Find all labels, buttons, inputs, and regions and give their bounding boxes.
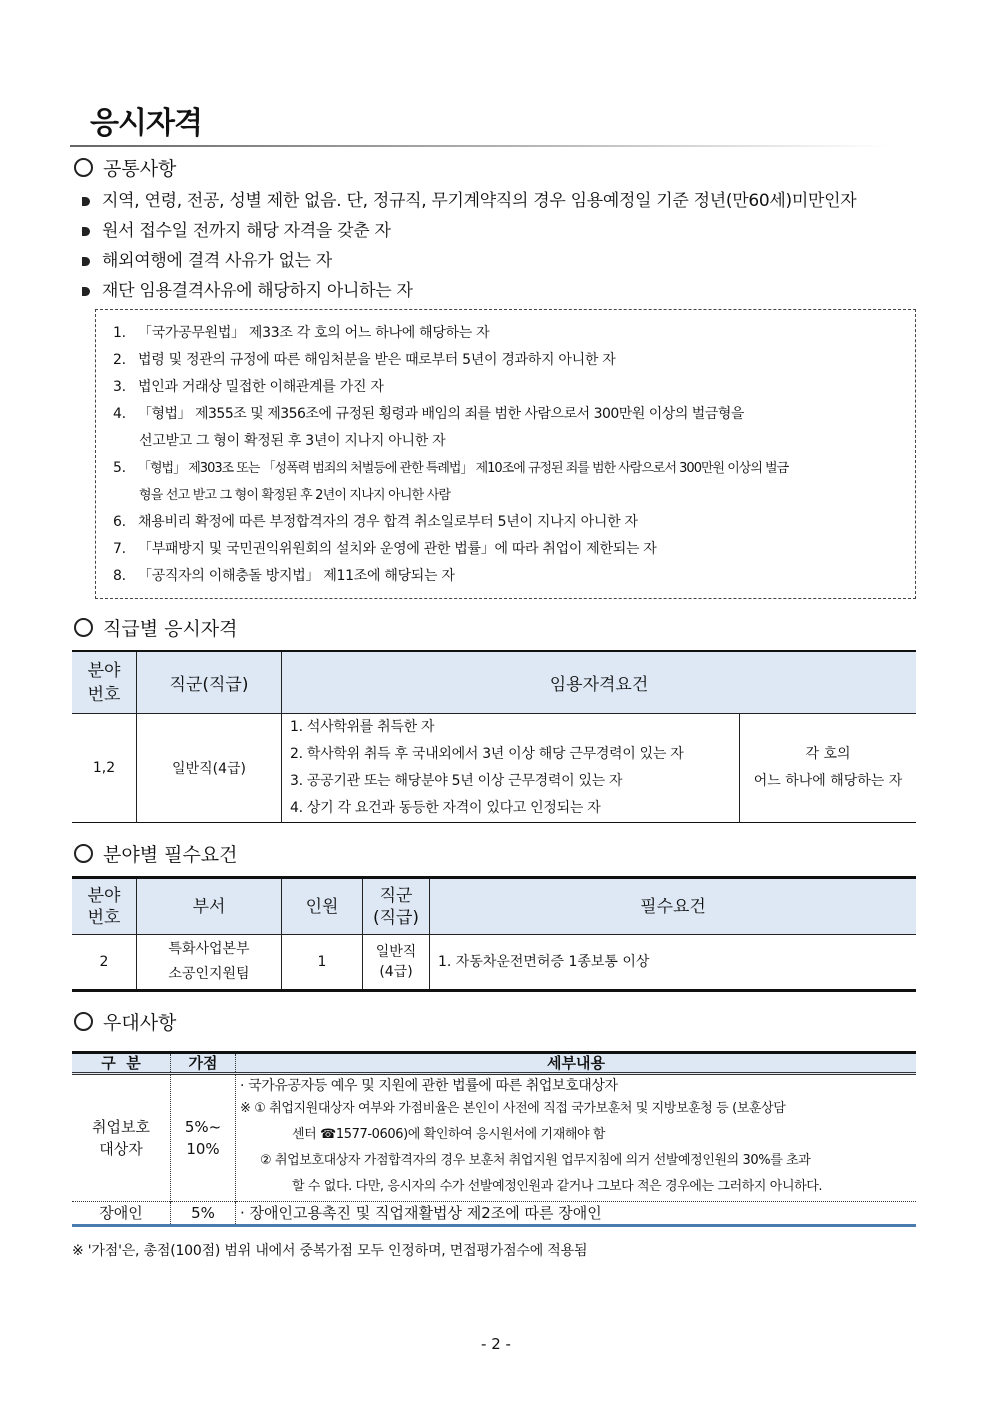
cell-field-no: 2 [99,953,109,970]
disqualification-box [95,309,916,599]
list-item: 6. 채용비리 확정에 따른 부정합격자의 경우 합격 취소일로부터 5년이 지나지 아니한 자 [113,514,638,530]
section-title: 분야별 필수요건 [103,844,238,866]
table-header-row [72,878,916,935]
header-category: 구 분 [72,1053,171,1074]
cell-details: · 국가유공자등 예우 및 지원에 관한 법률에 따른 취업보호대상자 ※ ① 취업지원대상자 여부와 가점비율은 본인이 사전에 직접 국가보훈처 및 지방보훈청 등 (보훈상담 센터 ☎1577-0606)에 확인하여 응시원서에 기재해야 함 ② 취업보호대상자 가점합격자의 경우 보훈처 취업지원 업무지침에 의거 선발예정인원의 30%를 초과 할 수 없다. 다만, 응시자의 수가 선발예정인원과 같거나 그보다 적은 경우에는 그러하지 아니하다. [236,1074,917,1202]
header-req: 필수요건 [430,878,917,935]
table-row [72,935,916,991]
list-item: 4. 「형법」 제355조 및 제356조에 규정된 횡령과 배임의 죄를 범한 사람으로서 300만원 이상의 벌금형을 선고받고 그 형이 확정된 후 3년이 지나지 아니한 자 [113,406,744,449]
circle-bullet-icon [74,844,93,863]
cell-grade: 일반직 (4급) [363,935,430,991]
header-details: 세부내용 [236,1053,917,1074]
section-field-heading [74,840,238,867]
header-requirements: 임용자격요건 [282,651,917,714]
list-item: 재단 임용결격사유에 해당하지 아니하는 자 [82,276,856,306]
header-points: 가점 [171,1053,236,1074]
cell-dept: 특화사업본부 소공인지원팀 [137,935,282,991]
cell-grade: 일반직(4급) [137,714,282,823]
list-item: 지역, 연령, 전공, 성별 제한 없음. 단, 정규직, 무기계약직의 경우 임용예정일 기준 정년(만60세)미만인자 [82,186,856,216]
cell-points: 5% [171,1202,236,1226]
table-row [72,1202,916,1226]
header-field-no: 분야 번호 [72,651,137,714]
common-bullet-list [82,186,856,306]
page-number: - 2 - [481,1335,511,1353]
list-item: 5. 「형법」 제303조 또는 「성폭력 범죄의 처벌등에 관한 특례법」 제10조에 규정된 죄를 범한 사람으로서 300만원 이상의 벌금 형을 선고 받고 그 형이 확정된 후 2년이 지나지 아니한 사람 [113,460,789,503]
cell-note: 각 호의 어느 하나에 해당하는 자 [740,714,917,823]
cell-category: 장애인 [72,1202,171,1226]
header-count: 인원 [282,878,363,935]
list-item: 3. 법인과 거래상 밀접한 이해관계를 가진 자 [113,379,384,395]
list-item: 8. 「공직자의 이해충돌 방지법」 제11조에 해당되는 자 [113,568,455,584]
list-item: 원서 접수일 전까지 해당 자격을 갖춘 자 [82,216,856,246]
list-item: 1. 「국가공무원법」 제33조 각 호의 어느 하나에 해당하는 자 [113,325,490,341]
header-dept: 부서 [137,878,282,935]
cell-points: 5%~ 10% [171,1074,236,1202]
list-item: 7. 「부패방지 및 국민권익위원회의 설치와 운영에 관한 법률」에 따라 취업이 제한되는 자 [113,541,657,557]
page-title: 응시자격 [90,106,202,141]
cell-details: · 장애인고용촉진 및 직업재활법상 제2조에 따른 장애인 [236,1202,917,1226]
grade-qualification-table [72,650,916,823]
table-header-row [72,1053,916,1074]
section-common-heading [74,154,176,181]
half-circle-bullet-icon [82,227,90,236]
list-item: 2. 법령 및 정관의 규정에 따른 해임처분을 받은 때로부터 5년이 경과하지 아니한 자 [113,352,616,368]
half-circle-bullet-icon [82,287,90,296]
cell-req: 1. 자동차운전면허증 1종보통 이상 [430,935,917,991]
circle-bullet-icon [74,158,93,177]
half-circle-bullet-icon [82,257,90,266]
section-title: 우대사항 [103,1012,177,1034]
list-item: 해외여행에 결격 사유가 없는 자 [82,246,856,276]
table-row [72,1074,916,1202]
preference-table [72,1051,916,1227]
header-grade: 직군 (직급) [363,878,430,935]
cell-category: 취업보호 대상자 [92,1118,150,1158]
cell-field-no: 1,2 [92,760,116,776]
half-circle-bullet-icon [82,197,90,206]
circle-bullet-icon [74,618,93,637]
circle-bullet-icon [74,1012,93,1031]
cell-count: 1 [282,935,363,991]
title-divider [70,145,890,147]
field-requirement-table [72,876,916,992]
section-preference-heading [74,1008,176,1035]
cell-requirements: 1. 석사학위를 취득한 자 2. 학사학위 취득 후 국내외에서 3년 이상 해당 근무경력이 있는 자 3. 공공기관 또는 해당분야 5년 이상 근무경력이 있는 자 4. 상기 각 요건과 동등한 자격이 있다고 인정되는 자 [282,714,740,823]
section-title: 공통사항 [103,158,177,180]
table-header-row [72,651,916,714]
section-title: 직급별 응시자격 [103,618,238,640]
section-grade-heading [74,614,238,641]
header-grade: 직군(직급) [137,651,282,714]
header-field-no: 분야 번호 [72,878,137,935]
table-row [72,714,916,823]
footnote: ※ '가점'은, 총점(100점) 범위 내에서 중복가점 모두 인정하며, 면접평가점수에 적용됨 [72,1243,588,1259]
